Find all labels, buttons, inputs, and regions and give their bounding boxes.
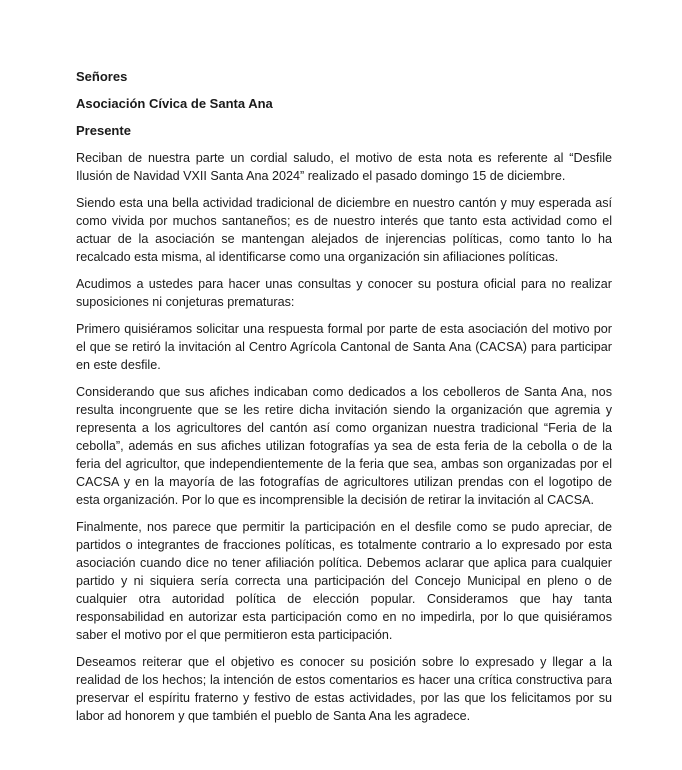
paragraph-finally: Finalmente, nos parece que permitir la participación en el desfile como se pudo apreciar, de partidos o integrantes de fracciones políticas, es totalmente contrario a lo expresado por esta asociación cuando dice no tener afiliación política. Debemos aclarar que aplica para cualquier partido y ni siquiera sería correcta una participación del Concejo Municipal en pleno o de cualquier otra autoridad política de elección popular. Consideramos que hay tanta responsabilidad en autorizar esta participación como en no impedirla, por lo que quisiéramos saber el motivo por el que permitieron esta participación. <box>76 520 612 642</box>
recipient-name: Asociación Cívica de Santa Ana <box>76 96 273 111</box>
salutation: Señores <box>76 69 128 84</box>
paragraph-purpose: Acudimos a ustedes para hacer unas consultas y conocer su postura oficial para no realizar suposiciones ni conjeturas prematuras: <box>76 277 612 309</box>
paragraph-considering: Considerando que sus afiches indicaban como dedicados a los cebolleros de Santa Ana, nos resulta incongruente que se les retire dicha invitación siendo la organización que agremia y representa a los agricultores del cantón así como organizan nuestra tradicional “Feria de la cebolla”, además en sus afiches utilizan fotografías ya sea de esta feria de la cebolla o de la feria del agricultor, que independientemente de la feria que sea, ambas son organizadas por el CACSA y en la mayoría de las fotografías de agricultores utilizan prendas con el logotipo de esta organización. Por lo que es incomprensible la decisión de retirar la invitación al CACSA. <box>76 385 612 507</box>
letter-body <box>76 68 612 734</box>
paragraph-first-question: Primero quisiéramos solicitar una respuesta formal por parte de esta asociación del motivo por el que se retiró la invitación al Centro Agrícola Cantonal de Santa Ana (CACSA) para participar en este desfile. <box>76 322 612 372</box>
presente-heading: Presente <box>76 123 131 138</box>
paragraph-closing: Deseamos reiterar que el objetivo es conocer su posición sobre lo expresado y llegar a la realidad de los hechos; la intención de estos comentarios es hacer una crítica constructiva para preservar el espíritu fraterno y festivo de estas actividades, por las que los felicitamos por su labor ad honorem y que también el pueblo de Santa Ana les agradece. <box>76 655 612 723</box>
paragraph-greeting: Reciban de nuestra parte un cordial saludo, el motivo de esta nota es referente al “Desfile Ilusión de Navidad VXII Santa Ana 2024” realizado el pasado domingo 15 de diciembre. <box>76 151 612 183</box>
paragraph-context: Siendo esta una bella actividad tradicional de diciembre en nuestro cantón y muy esperada así como vivida por muchos santaneños; es de nuestro interés que tanto esta actividad como el actuar de la asociación se mantengan alejados de injerencias políticas, como tanto lo ha recalcado esta misma, al identificarse como una organización sin afiliaciones políticas. <box>76 196 612 264</box>
